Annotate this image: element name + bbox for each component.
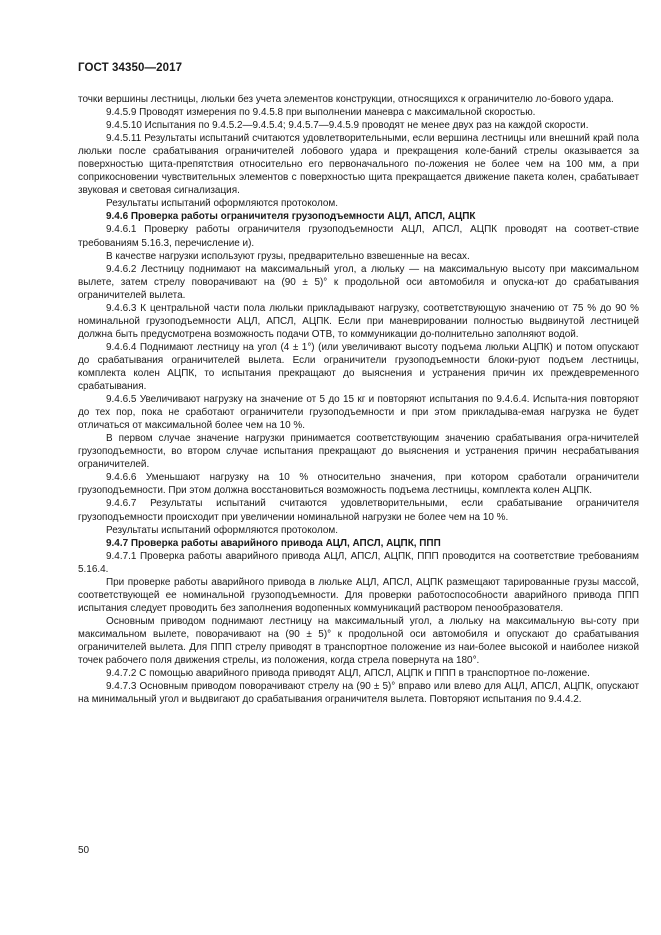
paragraph: 9.4.7.3 Основным приводом поворачивают стрелу на (90 ± 5)° вправо или влево для АЦЛ, АПСЛ, АЦПК, опускают на минимальный угол и выдвигают до срабатывания ограничителя вылета. Повторяют испытания по 9.4.4.2. [78,681,639,706]
paragraph: 9.4.6.3 К центральной части пола люльки прикладывают нагрузку, соответствующую значению от 75 % до 90 % номинальной грузоподъемности АЦЛ, АПСЛ, АЦПК. Если при маневрировании полностью выдвинутой лестницей должна быть предусмотрена возможность подачи ОТВ, то коммуникации до-полнительно заполняют водой. [78,302,639,340]
paragraph: 9.4.6.7 Результаты испытаний считаются удовлетворительными, если срабатывание ограничителя грузоподъемности происходит при увеличении номинальной нагрузки не более чем на 10 %. [78,498,639,523]
paragraph: Результаты испытаний оформляются протоколом. [106,198,338,210]
paragraph: 9.4.6.1 Проверку работы ограничителя грузоподъемности АЦЛ, АПСЛ, АЦПК проводят на соответ-ствие требованиям 5.16.3, перечисление и). [78,224,639,249]
document-header: ГОСТ 34350—2017 [78,62,183,74]
paragraph: 9.4.6.2 Лестницу поднимают на максимальный угол, а люльку — на максимальную высоту при максимальном вылете, затем стрелу поворачивают на (90 ± 5)° к продольной оси автомобиля и опуска-ют до срабатывания ограничителей вылета. [78,263,639,301]
paragraph: 9.4.6.4 Поднимают лестницу на угол (4 ± 1°) (или увеличивают высоту подъема люльки АЦПК) и потом опускают до срабатывания ограничителей вылета. Если ограничители грузоподъемности блоки-руют подъем лестницы, комплекта колен АЦПК, то испытания прекращают до выяснения и устранения причин их преждевременного срабатывания. [78,341,639,393]
page-number: 50 [78,845,90,856]
section-heading: 9.4.6 Проверка работы ограничителя грузоподъемности АЦЛ, АПСЛ, АЦПК [106,211,476,223]
paragraph: 9.4.6.5 Увеличивают нагрузку на значение от 5 до 15 кг и повторяют испытания по 9.4.6.4. Испыта-ния повторяют до тех пор, пока не сработают ограничители грузоподъемности и при этом прикладыва-емая нагрузка не будет отличаться от максимальной более чем на 10 %. [78,394,639,432]
paragraph: 9.4.7.2 С помощью аварийного привода приводят АЦЛ, АПСЛ, АЦПК и ППП в транспортное по-ложение. [106,668,590,680]
paragraph: 9.4.5.9 Проводят измерения по 9.4.5.8 при выполнении маневра с максимальной скоростью. [106,107,536,119]
paragraph: В качестве нагрузки используют грузы, предварительно взвешенные на весах. [106,250,470,262]
paragraph: 9.4.6.6 Уменьшают нагрузку на 10 % относительно значения, при котором сработали ограничители грузоподъемности. При этом должна восстановиться возможность подъема лестницы, комплекта колен АЦПК. [78,472,639,497]
document-body [78,93,639,706]
paragraph: 9.4.5.11 Результаты испытаний считаются удовлетворительными, если вершина лестницы или внешний край пола люльки после срабатывания ограничителей лобового удара и прекращения коле-баний стрелы оказывается за поверхностью щита-препятствия относительно его первоначального по-ложения не более чем на 100 мм, а при соприкосновении чувствительных элементов с поверхностью щита прекращается движение пакета колен, срабатывает звуковая и световая сигнализация. [78,133,639,197]
paragraph: В первом случае значение нагрузки принимается соответствующим значению срабатывания огра-ничителей грузоподъемности, во втором случае испытания прекращают до выяснения и устранения причин несрабатывания ограничителей. [78,433,639,471]
paragraph: точки вершины лестницы, люльки без учета элементов конструкции, относящихся к ограничителю ло-бового удара. [78,94,614,105]
section-heading: 9.4.7 Проверка работы аварийного привода АЦЛ, АПСЛ, АЦПК, ППП [106,537,441,549]
paragraph: При проверке работы аварийного привода в люльке АЦЛ, АПСЛ, АЦПК размещают тарированные грузы массой, соответствующей ее номинальной грузоподъемности. Для проверки работоспособности аварийного привода ППП испытания следует проводить без заполнения водопенных коммуникаций раствором пенообразователя. [78,576,639,614]
paragraph: Результаты испытаний оформляются протоколом. [106,524,338,536]
paragraph: Основным приводом поднимают лестницу на максимальный угол, а люльку на максимальную вы-соту при максимальном вылете, поворачивают на (90 ± 5)° к продольной оси автомобиля и опускают до срабатывания ограничителей вылета. Для ППП стрелу приводят в транспортное положение из наи-более высокой и наиболее низкой точек рабочего поля движения стрелы, из положения, когда стрела повернута на 180°. [78,615,639,667]
paragraph: 9.4.5.10 Испытания по 9.4.5.2—9.4.5.4; 9.4.5.7—9.4.5.9 проводят не менее двух раз на каждой скорости. [106,120,589,132]
paragraph: 9.4.7.1 Проверка работы аварийного привода АЦЛ, АПСЛ, АЦПК, ППП проводится на соответствие требованиям 5.16.4. [78,550,639,575]
